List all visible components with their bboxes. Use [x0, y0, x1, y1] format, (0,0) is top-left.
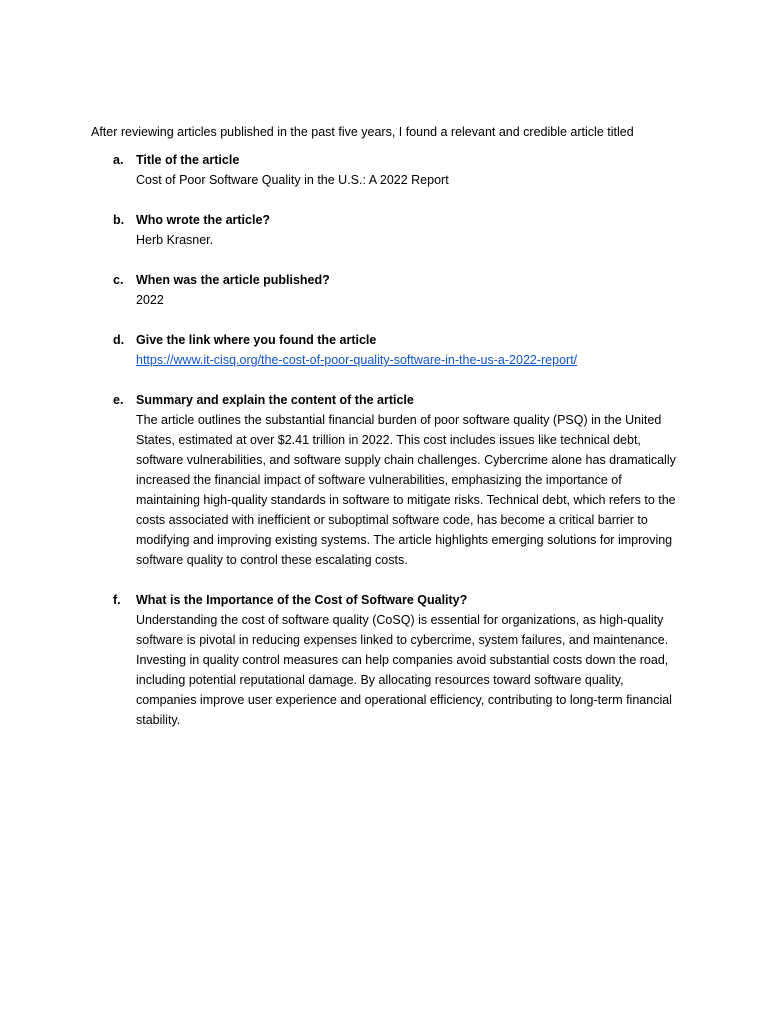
question-heading: Give the link where you found the article — [136, 333, 377, 347]
list-item-content — [136, 390, 681, 570]
answer-text: The article outlines the substantial financial burden of poor software quality (PSQ) in the United States, estimated at over $2.41 trillion in 2022. This cost includes issues like technical debt, software vulnerabilities, and software supply chain challenges. Cybercrime alone has dramatically increased the financial impact of software vulnerabilities, emphasizing the importance of maintaining high-quality standards in software to mitigate risks. Technical debt, which refers to the costs associated with inefficient or suboptimal software code, has become a critical barrier to modifying and improving existing systems. The article highlights emerging solutions for improving software quality to control these escalating costs. — [136, 413, 676, 567]
list-item-content — [136, 330, 681, 370]
list-item-importance — [0, 590, 768, 730]
question-list — [0, 150, 768, 750]
answer-text: Herb Krasner. — [136, 233, 214, 247]
list-item-author — [0, 210, 768, 250]
question-heading: What is the Importance of the Cost of Software Quality? — [136, 593, 468, 607]
article-link[interactable]: https://www.it-cisq.org/the-cost-of-poor-quality-software-in-the-us-a-2022-report/ — [136, 353, 578, 367]
intro-paragraph: After reviewing articles published in the past five years, I found a relevant and credible article titled — [91, 125, 634, 139]
question-heading: Summary and explain the content of the article — [136, 393, 414, 407]
list-marker: b. — [113, 213, 125, 227]
list-marker: e. — [113, 393, 124, 407]
list-item-summary — [0, 390, 768, 570]
list-item-link — [0, 330, 768, 370]
list-marker: f. — [113, 593, 121, 607]
list-item-content — [136, 210, 681, 250]
answer-text: Cost of Poor Software Quality in the U.S.: A 2022 Report — [136, 173, 449, 187]
list-item-content — [136, 590, 681, 730]
list-item-content — [136, 270, 681, 310]
list-marker: d. — [113, 333, 125, 347]
answer-text: 2022 — [136, 293, 164, 307]
list-marker: c. — [113, 273, 124, 287]
list-item-title — [0, 150, 768, 190]
list-item-date — [0, 270, 768, 310]
question-heading: Who wrote the article? — [136, 213, 271, 227]
list-item-content — [136, 150, 681, 190]
list-marker: a. — [113, 153, 124, 167]
question-heading: Title of the article — [136, 153, 240, 167]
answer-text: Understanding the cost of software quality (CoSQ) is essential for organizations, as high-quality software is pivotal in reducing expenses linked to cybercrime, system failures, and maintenance. Investing in quality control measures can help companies avoid substantial costs down the road, including potential reputational damage. By allocating resources toward software quality, companies improve user experience and operational efficiency, contributing to long-term financial stability. — [136, 613, 672, 727]
question-heading: When was the article published? — [136, 273, 330, 287]
